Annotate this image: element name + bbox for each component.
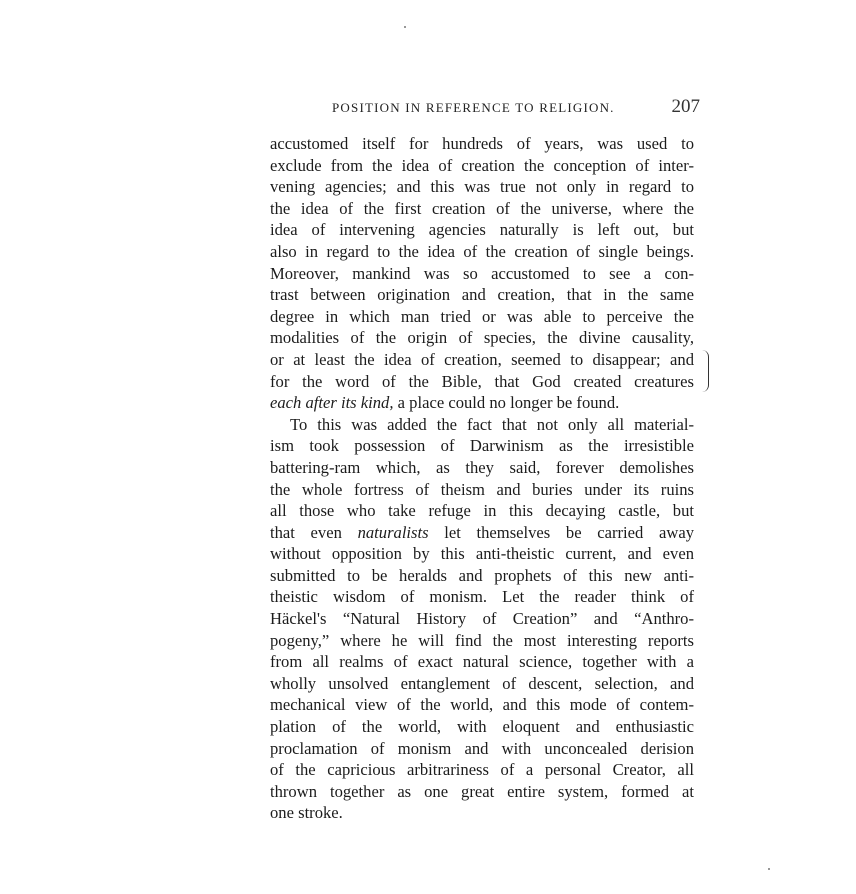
text-fragment: that even xyxy=(270,522,358,542)
text-line: degree in which man tried or was able to perceive the xyxy=(270,306,694,326)
text-line: plation of the world, with eloquent and enthusiastic xyxy=(270,717,694,737)
text-line: modalities of the origin of species, the divine causality, xyxy=(270,328,694,348)
text-line: Häckel's “Natural History of Creation” and “Anthro- xyxy=(270,609,694,629)
text-line: one stroke. xyxy=(270,803,343,823)
text-line xyxy=(270,392,694,414)
paragraph-start-line: To this was added the fact that not only all material- xyxy=(290,414,694,434)
text-line: for the word of the Bible, that God created creatures xyxy=(270,371,694,391)
text-line xyxy=(270,522,694,544)
italic-word: naturalists xyxy=(357,522,429,542)
text-fragment: a place could no longer be found. xyxy=(393,393,620,413)
page-header xyxy=(270,96,702,120)
running-title: POSITION IN REFERENCE TO RELIGION. xyxy=(332,100,615,115)
text-line: trast between origination and creation, that in the same xyxy=(270,285,694,305)
text-line: without opposition by this anti-theistic current, and even xyxy=(270,544,694,564)
italic-phrase: each after its kind, xyxy=(270,393,394,413)
text-line: pogeny,” where he will find the most interesting reports xyxy=(270,630,694,650)
text-line: wholly unsolved entanglement of descent, selection, and xyxy=(270,673,694,693)
text-line: also in regard to the idea of the creation of single beings. xyxy=(270,241,694,261)
print-speck xyxy=(768,868,770,870)
text-line: the whole fortress of theism and buries under its ruins xyxy=(270,479,694,499)
text-line: of the capricious arbitrariness of a personal Creator, all xyxy=(270,760,694,780)
text-line: mechanical view of the world, and this mode of contem- xyxy=(270,695,694,715)
text-line: proclamation of monism and with unconcealed derision xyxy=(270,738,694,758)
text-line: submitted to be heralds and prophets of this new anti- xyxy=(270,565,694,585)
text-line: theistic wisdom of monism. Let the reader think of xyxy=(270,587,694,607)
text-line: or at least the idea of creation, seemed to disappear; and xyxy=(270,349,694,369)
body-text xyxy=(270,133,694,824)
text-line: Moreover, mankind was so accustomed to see a con- xyxy=(270,263,694,283)
text-line: idea of intervening agencies naturally is left out, but xyxy=(270,220,694,240)
page-number: 207 xyxy=(671,96,700,117)
text-line: the idea of the first creation of the universe, where the xyxy=(270,198,694,218)
text-fragment: let themselves be carried away xyxy=(428,522,694,542)
text-line: thrown together as one great entire system, formed at xyxy=(270,781,694,801)
print-speck xyxy=(404,26,406,28)
text-line: exclude from the idea of creation the conception of inter- xyxy=(270,155,694,175)
text-line: ism took possession of Darwinism as the irresistible xyxy=(270,436,694,456)
text-line: vening agencies; and this was true not only in regard to xyxy=(270,177,694,197)
text-line: all those who take refuge in this decaying castle, but xyxy=(270,501,694,521)
text-line: accustomed itself for hundreds of years, was used to xyxy=(270,134,694,153)
text-line: from all realms of exact natural science, together with a xyxy=(270,652,694,672)
margin-bracket-mark xyxy=(702,350,709,392)
text-line: battering-ram which, as they said, forever demolishes xyxy=(270,457,694,477)
